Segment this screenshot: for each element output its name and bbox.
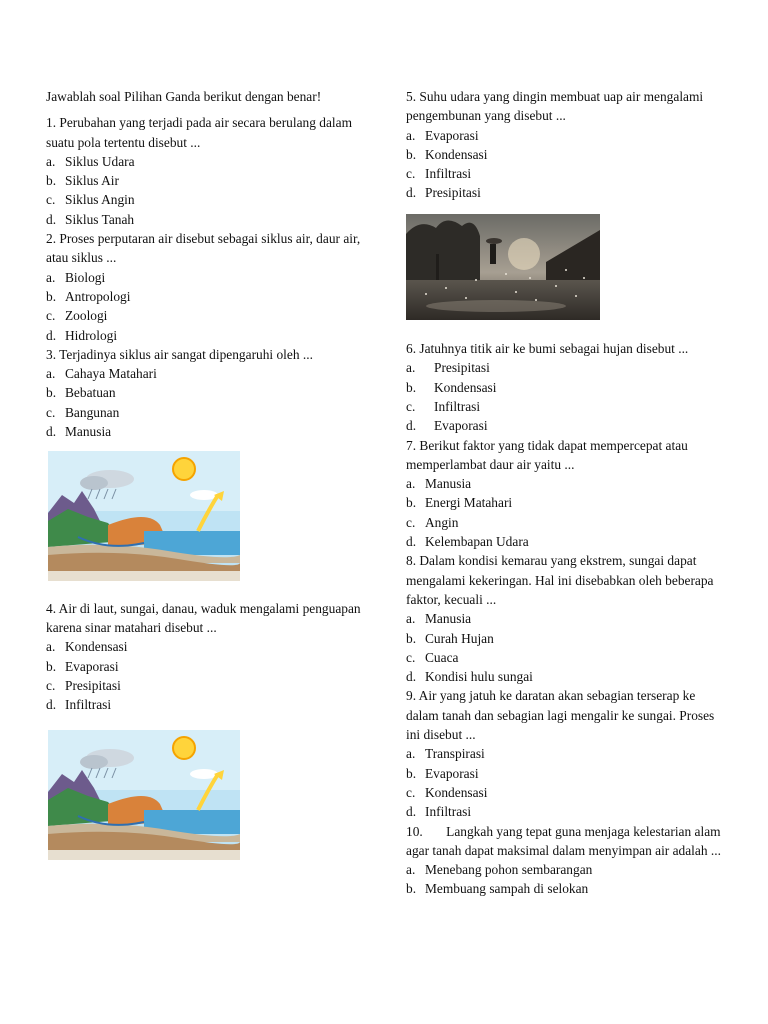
question-7 (406, 436, 728, 552)
rain-photo (406, 214, 728, 325)
question-5 (406, 87, 728, 203)
option-d[interactable]: d. Infiltrasi (406, 804, 472, 820)
question-text: 4. Air di laut, sungai, danau, waduk mengalami penguapan karena sinar matahari disebut ... (46, 600, 361, 635)
option-a[interactable]: a. Kondensasi (46, 639, 128, 655)
question-text: 1. Perubahan yang terjadi pada air secara berulang dalam suatu pola tertentu disebut ... (46, 115, 352, 150)
option-a[interactable]: a. Menebang pohon sembarangan (406, 862, 593, 878)
question-10 (406, 822, 728, 899)
option-d[interactable]: d. Manusia (46, 424, 112, 440)
option-a[interactable]: a. Manusia (406, 476, 472, 492)
option-d[interactable]: d. Infiltrasi (46, 697, 112, 713)
question-text: 5. Suhu udara yang dingin membuat uap air mengalami pengembunan yang disebut ... (406, 89, 704, 124)
question-2 (46, 229, 376, 345)
option-b[interactable]: b. Antropologi (46, 288, 131, 304)
option-c[interactable]: c. Angin (406, 514, 459, 530)
option-c[interactable]: c. Infiltrasi (406, 166, 472, 182)
option-d[interactable]: d. Hidrologi (46, 327, 118, 343)
question-text: 8. Dalam kondisi kemarau yang ekstrem, sungai dapat mengalami kekeringan. Hal ini disebabkan oleh beberapa faktor, kecuali ... (406, 553, 714, 607)
option-b[interactable]: b. Curah Hujan (406, 630, 494, 646)
option-d[interactable]: d. Presipitasi (406, 185, 481, 201)
option-c[interactable]: c. Siklus Angin (46, 192, 135, 208)
option-c[interactable]: c. Presipitasi (46, 677, 121, 693)
water-cycle-diagram-1 (48, 451, 376, 586)
option-b[interactable]: b. Bebatuan (46, 385, 116, 401)
right-column (406, 87, 728, 899)
option-c[interactable]: c. Infiltrasi (406, 398, 481, 414)
option-a[interactable]: a. Evaporasi (406, 127, 479, 143)
option-a[interactable]: a. Siklus Udara (46, 153, 135, 169)
option-d[interactable]: d. Siklus Tanah (46, 211, 135, 227)
option-a[interactable]: a. Biologi (46, 269, 106, 285)
question-8 (406, 551, 728, 686)
option-b[interactable]: b. Evaporasi (46, 658, 119, 674)
question-text: 9. Air yang jatuh ke daratan akan sebagian terserap ke dalam tanah dan sebagian lagi mengalir ke sungai. Proses ini disebut ... (406, 688, 715, 743)
option-b[interactable]: b. Kondensasi (406, 379, 497, 395)
option-b[interactable]: b. Siklus Air (46, 173, 119, 189)
question-6 (406, 339, 728, 435)
option-c[interactable]: c. Bangunan (46, 404, 120, 420)
question-text: 10. Langkah yang tepat guna menjaga kelestarian alam agar tanah dapat maksimal dalam menyimpan air adalah ... (406, 823, 724, 858)
option-c[interactable]: c. Cuaca (406, 649, 459, 665)
question-1 (46, 113, 376, 229)
option-a[interactable]: a. Transpirasi (406, 746, 485, 762)
option-c[interactable]: c. Zoologi (46, 308, 108, 324)
question-text: 6. Jatuhnya titik air ke bumi sebagai hujan disebut ... (406, 341, 689, 357)
option-b[interactable]: b. Evaporasi (406, 765, 479, 781)
question-text: 7. Berikut faktor yang tidak dapat mempercepat atau memperlambat daur air yaitu ... (406, 437, 688, 472)
option-d[interactable]: d. Evaporasi (406, 418, 488, 434)
option-b[interactable]: b. Kondensasi (406, 146, 488, 162)
option-a[interactable]: a. Cahaya Matahari (46, 366, 157, 382)
option-b[interactable]: b. Energi Matahari (406, 495, 513, 511)
question-text: 3. Terjadinya siklus air sangat dipengaruhi oleh ... (46, 346, 313, 362)
instruction: Jawablah soal Pilihan Ganda berikut dengan benar! (46, 89, 322, 104)
option-d[interactable]: d. Kondisi hulu sungai (406, 669, 533, 685)
question-3 (46, 345, 376, 441)
option-a[interactable]: a. Manusia (406, 611, 472, 627)
water-cycle-diagram-2 (48, 730, 376, 865)
left-column (46, 87, 376, 878)
option-a[interactable]: a. Presipitasi (406, 360, 490, 376)
option-c[interactable]: c. Kondensasi (406, 784, 488, 800)
question-text: 2. Proses perputaran air disebut sebagai siklus air, daur air, atau siklus ... (46, 231, 361, 266)
question-4 (46, 599, 376, 715)
option-d[interactable]: d. Kelembapan Udara (406, 534, 529, 550)
question-9 (406, 686, 728, 821)
option-b[interactable]: b. Membuang sampah di selokan (406, 881, 589, 897)
